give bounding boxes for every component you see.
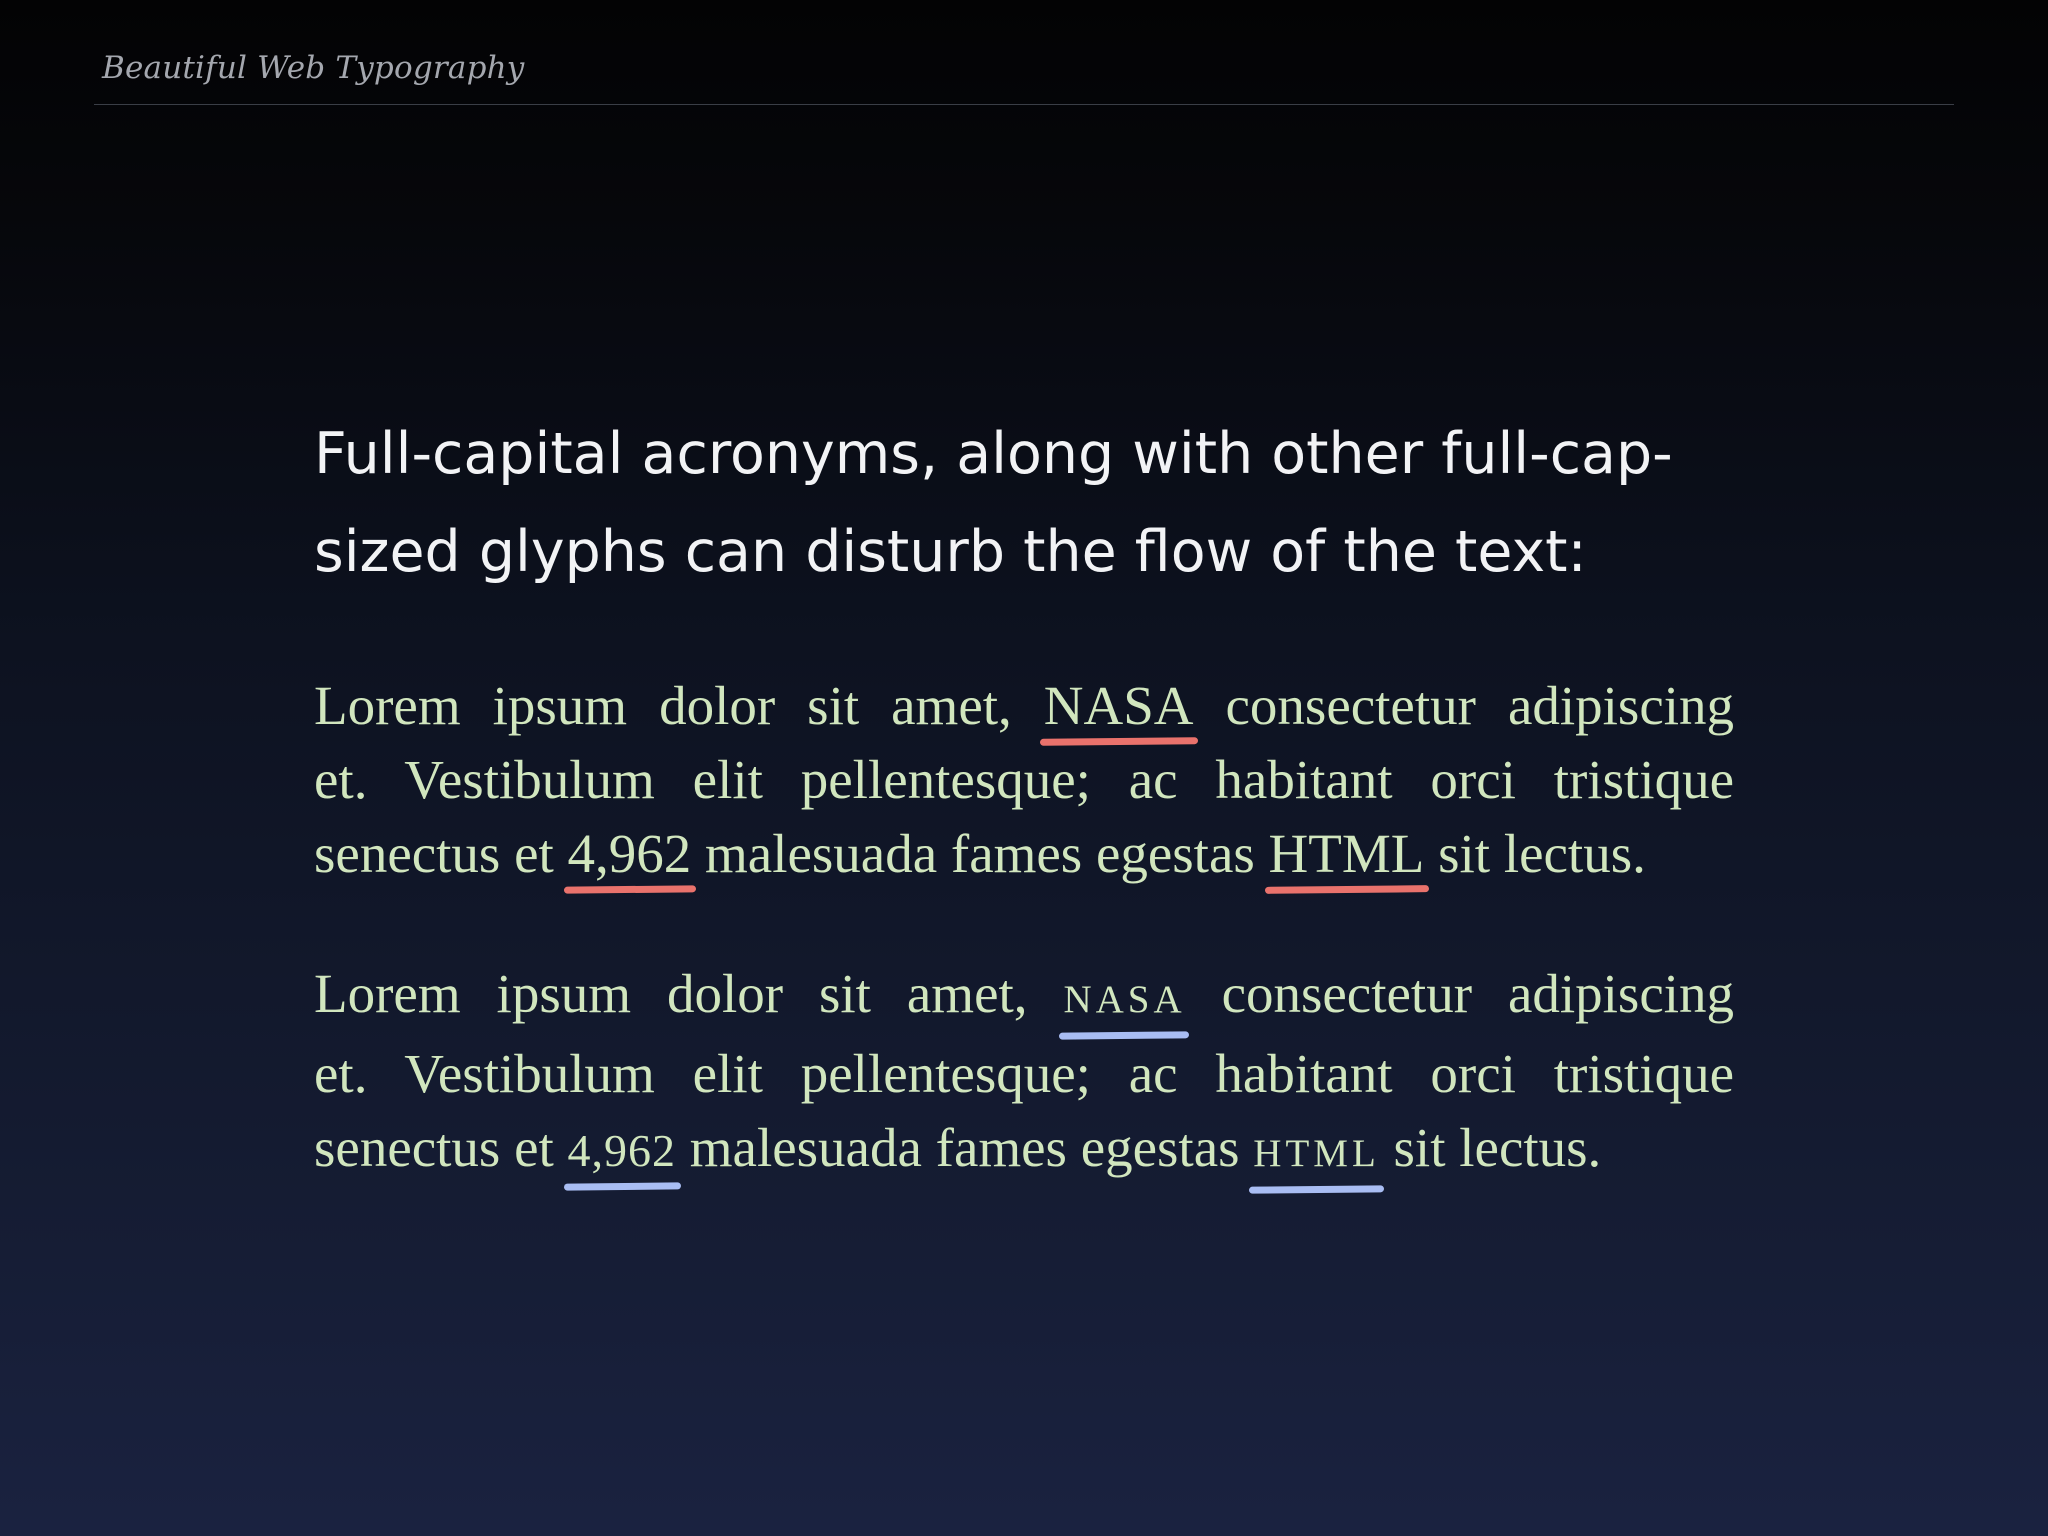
text-segment: malesuada fames egestas [689, 1117, 1240, 1178]
highlighted-number: 4,962 [568, 817, 692, 891]
heading-line-1: Full-capital acronyms, along with other full-cap- [314, 421, 1673, 487]
text-segment: senectus et [314, 823, 554, 884]
text-segment: sit lectus. [1393, 1117, 1602, 1178]
highlighted-acronym-nasa: NASA [1044, 669, 1194, 743]
text-segment: Lorem ipsum dolor sit amet, [314, 963, 1028, 1024]
presentation-title: Beautiful Web Typography [102, 50, 525, 86]
heading-line-2: sized glyphs can disturb the flow of the text: [314, 519, 1587, 585]
example-paragraph-small-caps [314, 957, 1734, 1191]
text-segment: Lorem ipsum dolor sit amet, [314, 675, 1012, 736]
paragraph-line: et. Vestibulum elit pellentesque; ac habitant orci tristique [314, 749, 1734, 810]
slide-content [314, 405, 1735, 1178]
text-segment: senectus et [314, 1117, 554, 1178]
example-paragraph-full-caps [314, 669, 1734, 891]
highlighted-acronym-nasa-small-caps: NASA [1063, 963, 1185, 1037]
highlighted-number-oldstyle: 4,962 [568, 1114, 677, 1188]
paragraph-line [314, 957, 1734, 1037]
highlighted-acronym-html: HTML [1269, 817, 1425, 891]
text-segment: malesuada fames egestas [705, 823, 1255, 884]
paragraph-line [314, 669, 1734, 743]
text-segment: sit lectus. [1438, 823, 1646, 884]
paragraph-line [314, 1111, 1734, 1191]
paragraph-line: et. Vestibulum elit pellentesque; ac habitant orci tristique [314, 1043, 1734, 1104]
paragraph-line [314, 817, 1734, 891]
text-segment: consectetur adipiscing [1225, 675, 1735, 736]
text-segment: consectetur adipiscing [1221, 963, 1735, 1024]
slide-header [94, 46, 1954, 105]
slide-heading [314, 405, 1734, 601]
highlighted-acronym-html-small-caps: HTML [1253, 1117, 1380, 1191]
